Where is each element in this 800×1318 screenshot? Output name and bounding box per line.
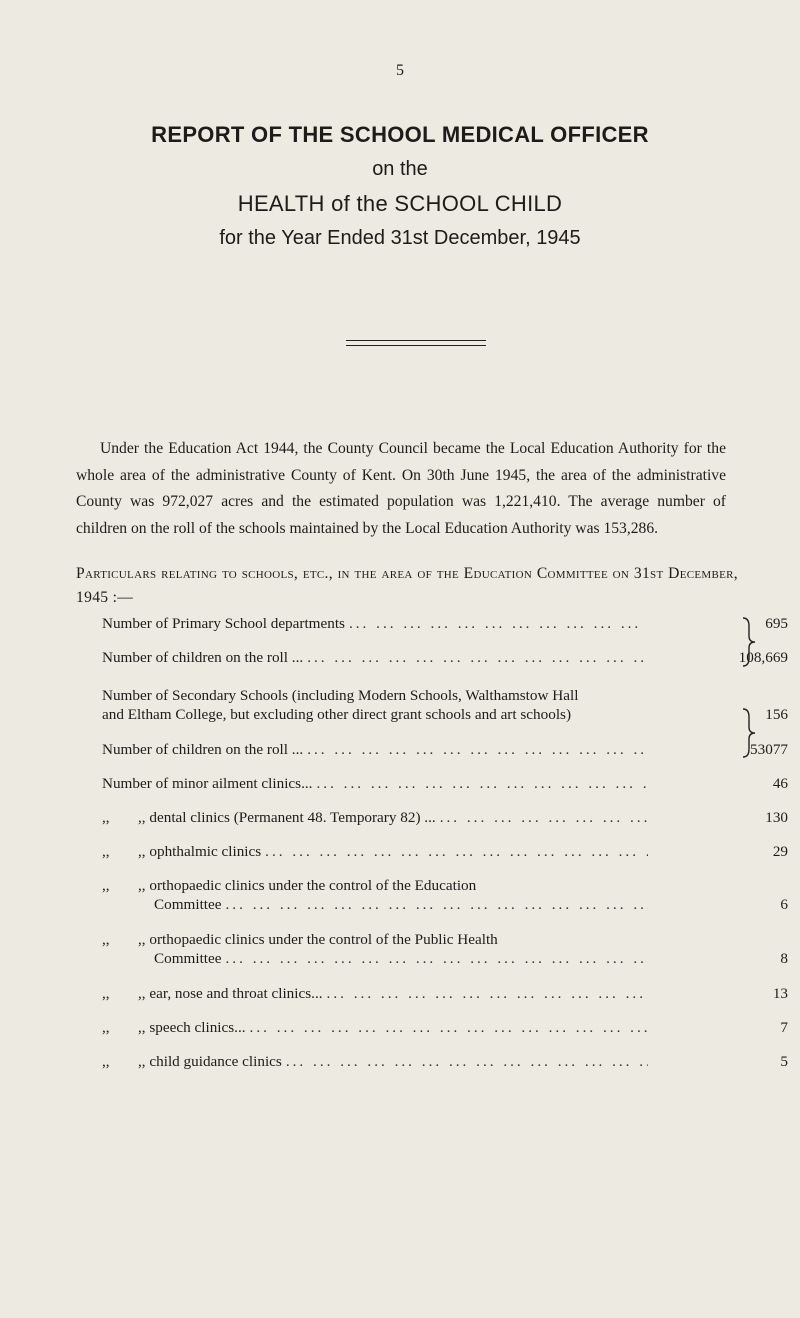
list-item	[102, 648, 652, 667]
list-item	[102, 1052, 652, 1071]
ditto-mark: ,,	[102, 1019, 110, 1036]
ditto-mark: ,,	[102, 931, 110, 948]
title-line-2: on the	[372, 158, 428, 180]
item-label: ,, speech clinics...	[138, 1019, 246, 1036]
item-label-line-1: Number of Secondary Schools (including Modern Schools, Walthamstow Hall	[102, 687, 579, 704]
ditto-mark: ,,	[102, 877, 110, 894]
list-item	[102, 984, 652, 1003]
leader-dots	[349, 614, 648, 633]
item-value: 5	[780, 1053, 788, 1070]
leader-dots	[307, 648, 648, 667]
list-item	[102, 930, 652, 968]
list-item	[102, 876, 652, 914]
leader-dots	[307, 740, 648, 759]
item-value: 8	[780, 950, 788, 967]
item-label: and Eltham College, but excluding other direct grant schools and art schools)	[102, 706, 572, 723]
item-label: Number of children on the roll ...	[102, 741, 304, 758]
item-value: 156	[765, 706, 788, 723]
leader-dots	[226, 895, 649, 914]
list-item	[102, 808, 652, 827]
leader-dots	[250, 1018, 648, 1037]
item-value: 13	[772, 985, 788, 1002]
item-label-line-1: ,, orthopaedic clinics under the control of the Education	[138, 877, 477, 894]
list-item	[102, 740, 652, 759]
list-item	[102, 774, 652, 793]
item-label: ,, ophthalmic clinics	[138, 843, 262, 860]
ditto-mark: ,,	[102, 985, 110, 1002]
list-item	[102, 686, 652, 724]
ditto-mark: ,,	[102, 843, 110, 860]
leader-dots	[327, 984, 648, 1003]
ditto-mark: ,,	[102, 1053, 110, 1070]
item-label: Number of minor ailment clinics...	[102, 775, 313, 792]
list-item	[102, 614, 652, 633]
title-line-3: HEALTH of the SCHOOL CHILD	[237, 191, 563, 216]
leader-dots	[316, 774, 648, 793]
leader-dots	[286, 1052, 648, 1071]
item-label: Committee	[154, 950, 222, 967]
item-value: 29	[772, 843, 788, 860]
brace-icon	[741, 705, 757, 761]
title-line-4: for the Year Ended 31st December, 1945	[219, 227, 581, 249]
page-number: 5	[396, 62, 404, 79]
particulars-heading-text: Particulars relating to schools, etc., in the area of the Education Committee on 31st December, 1945 :—	[76, 565, 738, 606]
item-value: 695	[765, 615, 788, 632]
item-label: Number of children on the roll ...	[102, 649, 304, 666]
item-value: 6	[780, 896, 788, 913]
brace-icon	[741, 614, 757, 670]
item-value: 108,669	[738, 649, 788, 666]
item-label: ,, child guidance clinics	[138, 1053, 282, 1070]
leader-dots	[440, 808, 648, 827]
item-value: 53077	[750, 741, 788, 758]
list-item	[102, 842, 652, 861]
item-label: Number of Primary School departments	[102, 615, 345, 632]
item-value: 46	[772, 775, 788, 792]
list-item	[102, 1018, 652, 1037]
item-label: Committee	[154, 896, 222, 913]
intro-text: Under the Education Act 1944, the County Council became the Local Education Authority for the whole area of the administrative County of Kent. On 30th June 1945, the area of the administrative County was 972,027 acres and the estimated population was 1,221,410. The average number of children on the roll of the schools maintained by the Local Education Authority was 153,286.	[76, 440, 726, 537]
item-value: 130	[765, 809, 788, 826]
item-label-line-1: ,, orthopaedic clinics under the control of the Public Health	[138, 931, 498, 948]
leader-dots	[226, 949, 649, 968]
ditto-mark: ,,	[102, 809, 110, 826]
item-value: 7	[780, 1019, 788, 1036]
item-label: ,, ear, nose and throat clinics...	[138, 985, 323, 1002]
leader-dots	[265, 842, 648, 861]
item-label: ,, dental clinics (Permanent 48. Temporary 82) ...	[138, 809, 436, 826]
title-line-1: REPORT OF THE SCHOOL MEDICAL OFFICER	[151, 122, 649, 147]
